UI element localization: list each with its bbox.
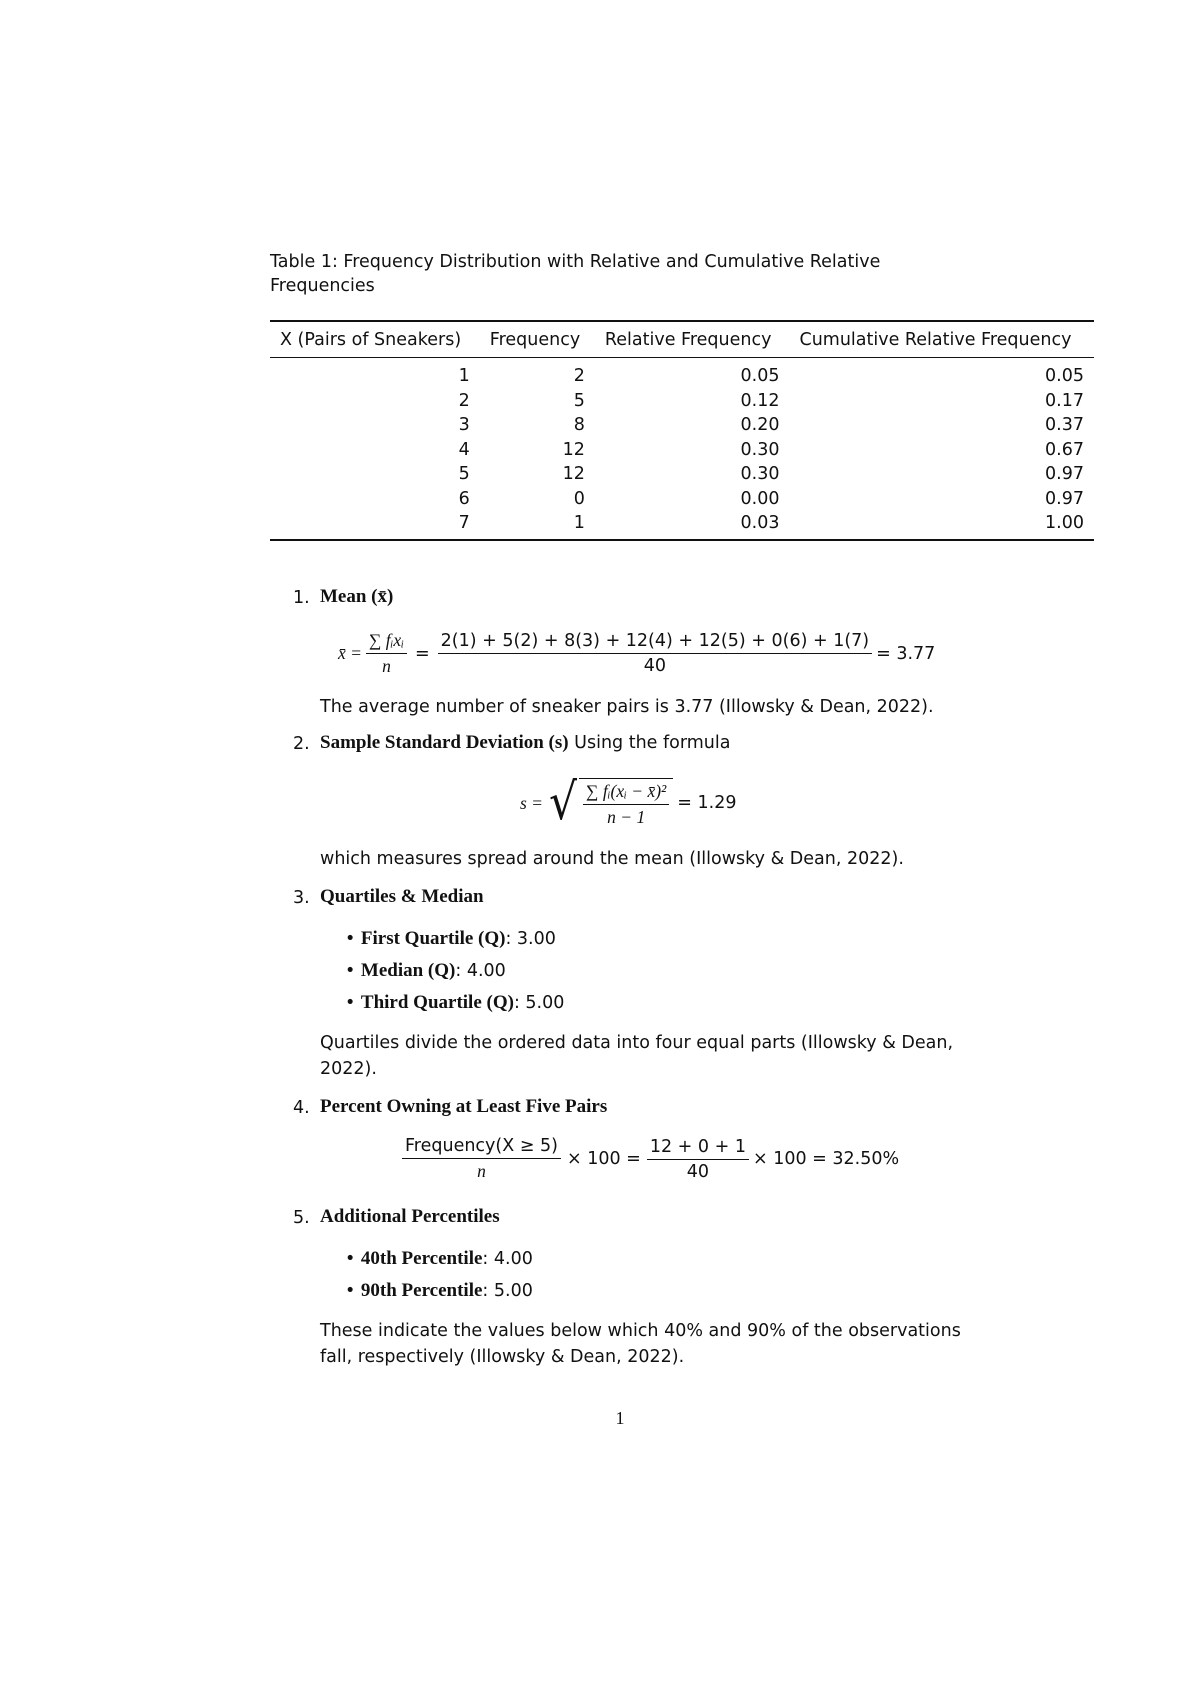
- table-cell: 3: [458, 415, 470, 435]
- bullet-label: 40th Percentile: [360, 1248, 483, 1269]
- bullet-value: : 4.00: [455, 961, 506, 981]
- table-cell: 0.30: [740, 439, 780, 460]
- heading-title: Sample Standard Deviation (s): [320, 732, 569, 753]
- item-number: 2.: [293, 734, 310, 754]
- table-row: [270, 389, 1094, 414]
- bullet-label: 90th Percentile: [360, 1280, 483, 1301]
- table-row: [270, 511, 1094, 540]
- equation-result: × 100 = 32.50%: [752, 1149, 900, 1169]
- table-cell: 0.17: [1045, 390, 1084, 411]
- item-number: 3.: [293, 888, 310, 908]
- table-cell: 1: [458, 366, 470, 386]
- paragraph: which measures spread around the mean (Illowsky & Dean, 2022).: [320, 849, 904, 869]
- table-cell: 5: [573, 390, 585, 411]
- table-cell: 7: [270, 511, 480, 540]
- column-header: Relative Frequency: [595, 321, 790, 358]
- denominator: n: [382, 656, 391, 676]
- numerator: ∑ fᵢ(xᵢ − x̄)²: [583, 781, 669, 805]
- table-cell: 0.37: [1045, 415, 1084, 435]
- denominator: 40: [686, 1161, 710, 1182]
- bullet-label: First Quartile (Q): [360, 928, 506, 949]
- table-cell: 0: [573, 488, 585, 509]
- fraction: [438, 631, 872, 676]
- list-item: • Median (Q): 4.00: [345, 960, 506, 981]
- equation-result: = 3.77: [876, 643, 936, 664]
- column-header: Frequency: [480, 321, 595, 358]
- numerator: 2(1) + 5(2) + 8(3) + 12(4) + 12(5) + 0(6) + 1(7): [438, 631, 872, 654]
- numerator: ∑ fᵢxᵢ: [366, 630, 407, 654]
- list-item: • Third Quartile (Q): 5.00: [345, 992, 565, 1013]
- table-cell: 6: [458, 488, 470, 509]
- table-cell: 0.30: [740, 464, 780, 484]
- bullet-value: : 5.00: [482, 1281, 533, 1301]
- column-header: X (Pairs of Sneakers): [270, 321, 480, 358]
- table-cell: 0.00: [740, 488, 780, 509]
- table-cell: 12: [562, 439, 585, 460]
- paragraph: These indicate the values below which 40% and 90% of the observations fall, respectively (Illowsky & Dean, 2022).: [320, 1321, 961, 1367]
- sd-heading: [320, 732, 730, 754]
- table-cell: 2: [458, 390, 470, 411]
- denominator: 40: [643, 656, 667, 676]
- fraction: [647, 1137, 749, 1182]
- equation-result: = 1.29: [677, 793, 737, 813]
- frequency-table: [270, 320, 1094, 541]
- fraction: [583, 781, 669, 828]
- quartiles-heading: Quartiles & Median: [320, 886, 484, 907]
- equation-mid: × 100 =: [566, 1149, 641, 1169]
- bullet-value: : 5.00: [513, 993, 565, 1013]
- bullet-label: Median (Q): [360, 960, 456, 981]
- item-number: 4.: [293, 1098, 310, 1118]
- table-cell: 1: [480, 511, 595, 540]
- radical-sign: √: [549, 773, 578, 832]
- percentiles-heading: Additional Percentiles: [320, 1206, 500, 1227]
- table-cell: 2: [573, 366, 585, 386]
- table-cell: 8: [573, 415, 585, 435]
- paragraph: The average number of sneaker pairs is 3.77 (Illowsky & Dean, 2022).: [320, 697, 934, 717]
- table-row: [270, 413, 1094, 438]
- page-number: 1: [615, 1408, 625, 1428]
- table-row: [270, 462, 1094, 487]
- table-cell: 0.05: [1045, 366, 1084, 386]
- table-cell: 12: [562, 464, 585, 484]
- fraction: [402, 1136, 561, 1182]
- table-cell: 0.20: [740, 415, 780, 435]
- list-item: • First Quartile (Q): 3.00: [345, 928, 556, 949]
- table-cell: 0.67: [1045, 439, 1084, 460]
- list-item: • 90th Percentile: 5.00: [345, 1280, 533, 1301]
- denominator: n − 1: [607, 807, 646, 827]
- column-header: Cumulative Relative Frequency: [789, 321, 1094, 358]
- table-cell: 4: [458, 439, 470, 460]
- table-cell: 1.00: [789, 511, 1094, 540]
- item-number: 5.: [293, 1208, 310, 1228]
- equation-lhs: x̄ =: [338, 643, 362, 663]
- table-cell: 0.97: [1045, 488, 1084, 509]
- heading-suffix: Using the formula: [568, 733, 731, 753]
- table-cell: 0.97: [1045, 464, 1084, 484]
- numerator: 12 + 0 + 1: [647, 1137, 749, 1160]
- square-root: [549, 773, 673, 832]
- numerator: Frequency(X ≥ 5): [402, 1136, 561, 1159]
- sd-equation: [520, 773, 737, 832]
- item-number: 1.: [293, 588, 310, 608]
- equation-lhs: s =: [520, 792, 543, 813]
- mean-heading: Mean (x̄): [320, 586, 394, 607]
- bullet-label: Third Quartile (Q): [360, 992, 514, 1013]
- table-cell: 0.12: [740, 390, 780, 411]
- table-cell: 0.05: [740, 366, 780, 386]
- list-item: • 40th Percentile: 4.00: [345, 1248, 533, 1269]
- table-header-row: [270, 321, 1094, 358]
- percent-heading: Percent Owning at Least Five Pairs: [320, 1096, 608, 1117]
- radicand: [579, 778, 673, 828]
- denominator: n: [477, 1161, 486, 1181]
- bullet-value: : 4.00: [482, 1249, 533, 1269]
- table-row: [270, 438, 1094, 463]
- table-cell: 0.03: [595, 511, 790, 540]
- fraction: [366, 630, 407, 677]
- table-caption: Table 1: Frequency Distribution with Relative and Cumulative Relative Frequencies: [270, 252, 881, 296]
- mean-equation: x̄ = $\frac{\text{∑ fᵢxᵢ}}{n}$ = $\frac{2(1) + 5(2) + 8(3) + 12(4) + 12(5) + 0(6) + 1(7)}{40}$ = 3.77: [338, 630, 936, 676]
- bullet-value: : 3.00: [505, 929, 556, 949]
- table-cell: 5: [458, 464, 470, 484]
- table-row: [270, 487, 1094, 512]
- paragraph: Quartiles divide the ordered data into four equal parts (Illowsky & Dean, 2022).: [320, 1033, 954, 1079]
- table-row: [270, 358, 1094, 389]
- percent-equation: [398, 1136, 899, 1182]
